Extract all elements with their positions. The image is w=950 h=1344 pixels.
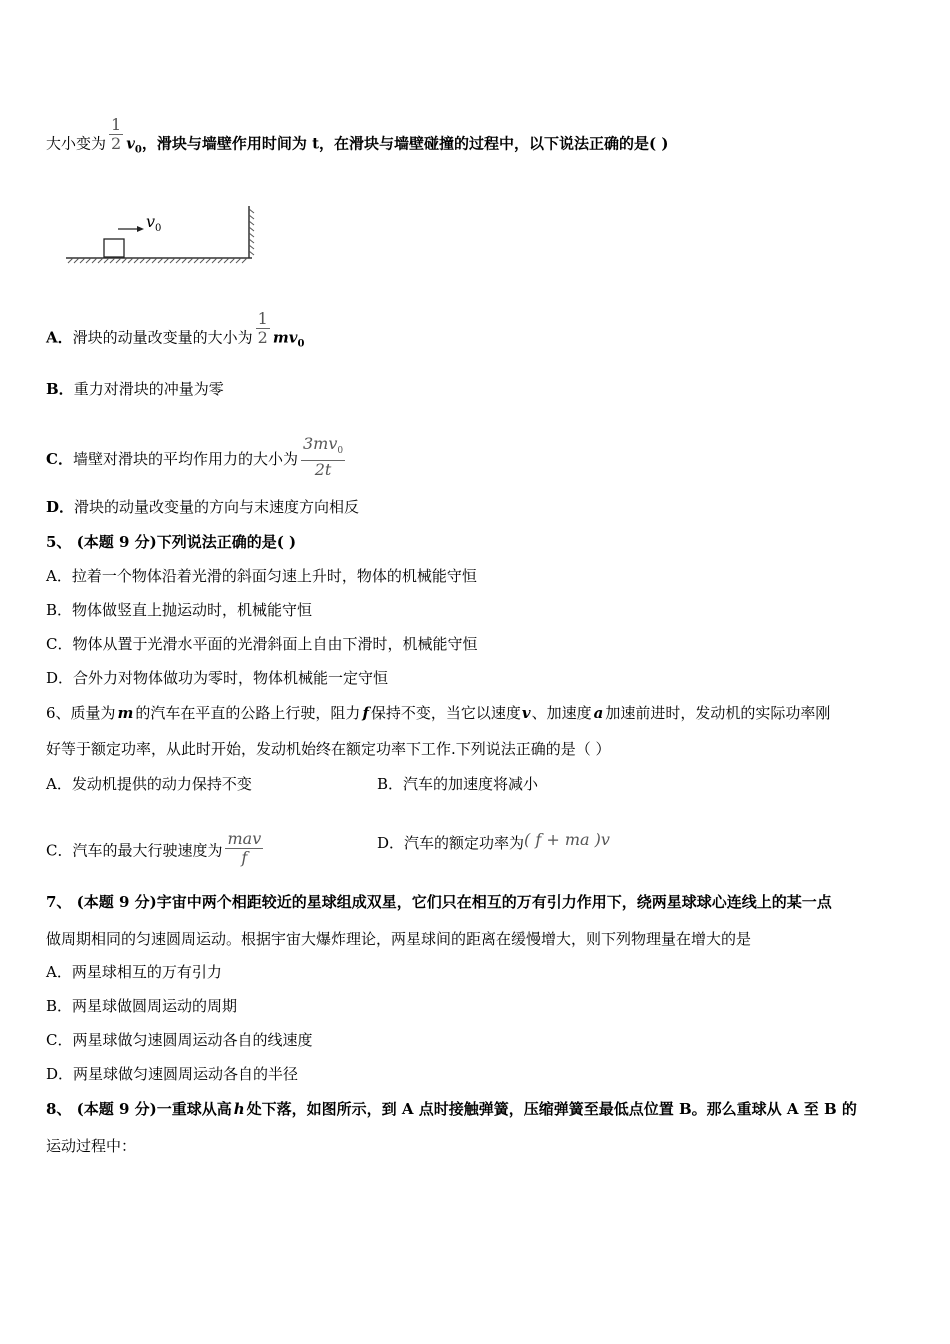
q8-stem-line1 bbox=[46, 1099, 857, 1119]
option-letter: A． bbox=[46, 328, 73, 347]
velocity-label-sub: 0 bbox=[155, 223, 162, 234]
q6-var-m: m bbox=[117, 704, 134, 722]
option-letter: C． bbox=[46, 450, 73, 469]
frac-den: f bbox=[241, 848, 248, 867]
q5-option-c: C．物体从置于光滑水平面的光滑斜面上自由下滑时，机械能守恒 bbox=[46, 635, 478, 653]
option-text: C．汽车的最大行驶速度为 bbox=[46, 841, 223, 860]
q7-option-d: D．两星球做匀速圆周运动各自的半径 bbox=[46, 1065, 299, 1083]
q7-option-a: A．两星球相互的万有引力 bbox=[46, 963, 222, 981]
q7-option-c: C．两星球做匀速圆周运动各自的线速度 bbox=[46, 1031, 313, 1049]
q6-option-d bbox=[377, 830, 610, 853]
q4-velocity-sub: 0 bbox=[134, 144, 142, 156]
frac-den: 2 bbox=[111, 134, 122, 153]
q4-figure bbox=[60, 200, 270, 270]
option-text: 滑块的动量改变量的大小为 bbox=[72, 328, 253, 347]
q4-option-c bbox=[46, 434, 348, 482]
frac-num: 1 bbox=[111, 115, 122, 134]
option-letter: D． bbox=[46, 498, 75, 516]
q6-text: 保持不变，当它以速度 bbox=[370, 704, 521, 722]
frac-num-text: 3mv bbox=[302, 434, 338, 453]
velocity-arrow-head bbox=[137, 226, 144, 232]
velocity-label: v bbox=[146, 212, 156, 231]
q6-text: 、加速度 bbox=[531, 704, 592, 722]
q5-option-d: D．合外力对物体做功为零时，物体机械能一定守恒 bbox=[46, 669, 389, 687]
q4-stem-prefix: 大小变为 bbox=[46, 134, 107, 153]
option-text: 墙壁对滑块的平均作用力的大小为 bbox=[72, 450, 298, 469]
option-letter: B． bbox=[46, 380, 74, 398]
frac-num: mav bbox=[227, 829, 262, 848]
option-a-sub: 0 bbox=[297, 338, 305, 350]
q4-stem-suffix: ，滑块与墙壁作用时间为 t，在滑块与墙壁碰撞的过程中，以下说法正确的是( ) bbox=[141, 134, 669, 153]
q8-var-h: h bbox=[233, 1100, 245, 1118]
frac-num: 1 bbox=[257, 309, 268, 328]
q4-option-a bbox=[46, 309, 305, 357]
frac-den: 2 bbox=[257, 328, 268, 347]
option-text: 重力对滑块的冲量为零 bbox=[73, 380, 224, 398]
option-text: 滑块的动量改变量的方向与末速度方向相反 bbox=[74, 498, 360, 516]
q6-var-f: f bbox=[362, 704, 369, 722]
q6-var-v: v bbox=[521, 704, 531, 722]
q6-text: 的汽车在平直的公路上行驶，阻力 bbox=[135, 704, 361, 722]
frac-num bbox=[301, 435, 345, 461]
q5-stem: 5、 (本题 9 分)下列说法正确的是( ) bbox=[46, 533, 297, 551]
frac-num-sub: 0 bbox=[337, 446, 344, 457]
q4-option-d bbox=[46, 497, 359, 517]
q6-stem-line1 bbox=[46, 703, 830, 723]
q8-stem-line2: 运动过程中： bbox=[46, 1137, 137, 1155]
q6-stem-line2: 好等于额定功率，从此时开始，发动机始终在额定功率下工作.下列说法正确的是（ ） bbox=[46, 740, 611, 758]
q5-option-a: A．拉着一个物体沿着光滑的斜面匀速上升时，物体的机械能守恒 bbox=[46, 567, 477, 585]
q8-text: 8、 (本题 9 分)一重球从高 bbox=[46, 1100, 232, 1118]
q4-option-b bbox=[46, 379, 224, 399]
q7-stem-line1: 7、 (本题 9 分)宇宙中两个相距较近的星球组成双星，它们只在相互的万有引力作用下，绕两星球球心连线上的某一点 bbox=[46, 893, 832, 911]
option-a-var: mv bbox=[272, 328, 298, 347]
q6-option-d-formula: ( f + ma )v bbox=[524, 830, 610, 849]
q5-option-b: B．物体做竖直上抛运动时，机械能守恒 bbox=[46, 601, 313, 619]
option-c-fraction bbox=[301, 435, 345, 479]
q6-option-a: A．发动机提供的动力保持不变 bbox=[46, 775, 252, 793]
q4-stem bbox=[46, 115, 669, 163]
slider-block bbox=[104, 239, 124, 257]
q8-text: 处下落，如图所示，到 A 点时接触弹簧，压缩弹簧至最低点位置 B。那么重球从 A 至 B 的 bbox=[246, 1100, 857, 1118]
q7-option-b: B．两星球做圆周运动的周期 bbox=[46, 997, 238, 1015]
q4-stem-fraction bbox=[109, 116, 123, 153]
option-a-fraction bbox=[256, 310, 270, 347]
q6-text: 加速前进时，发动机的实际功率刚 bbox=[605, 704, 831, 722]
q6-option-b: B．汽车的加速度将减小 bbox=[377, 775, 539, 793]
q6-text: 6、质量为 bbox=[46, 704, 116, 722]
frac-den: 2t bbox=[314, 460, 332, 480]
q6-var-a: a bbox=[593, 704, 604, 722]
q6-option-c bbox=[46, 829, 266, 870]
q4-velocity: v bbox=[126, 134, 135, 153]
q6-option-c-fraction bbox=[225, 830, 263, 867]
option-text: D．汽车的额定功率为 bbox=[377, 834, 525, 852]
q7-stem-line2: 做周期相同的匀速圆周运动。根据宇宙大爆炸理论，两星球间的距离在缓慢增大，则下列物理量在增大的是 bbox=[46, 930, 752, 948]
